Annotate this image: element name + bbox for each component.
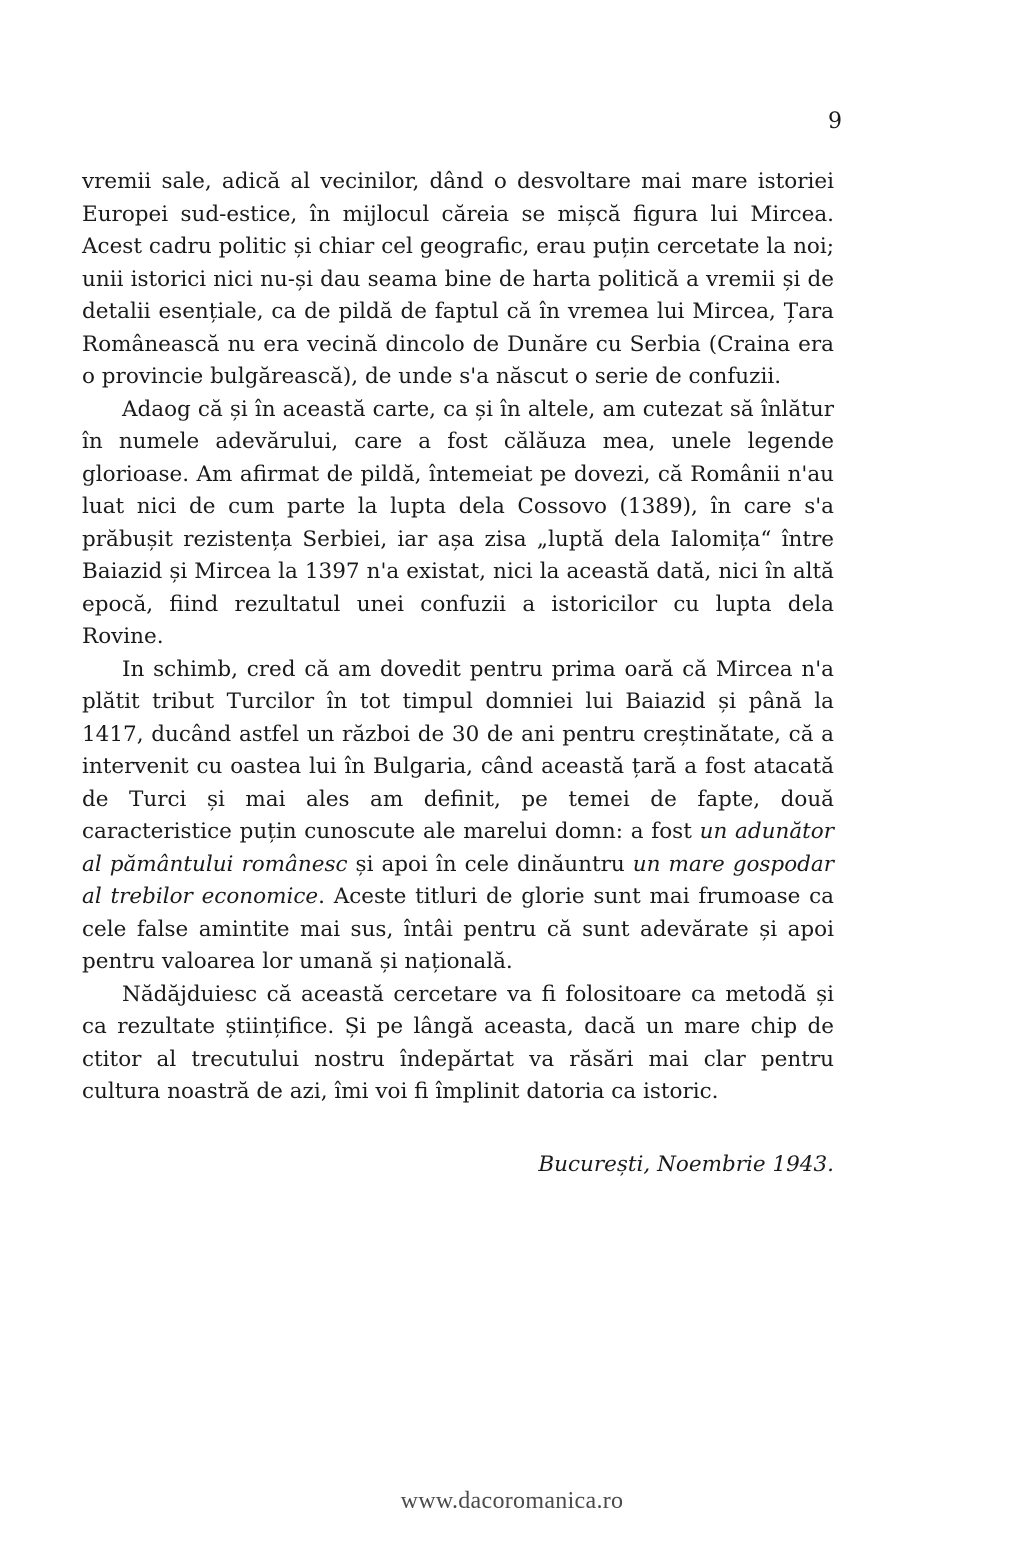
paragraph-3-text-part-3: . Aceste titluri de glorie sunt mai frumoase ca cele false amintite mai sus, întâi pentru că sunt adevărate și apoi pentru valoarea lor umană și națională.: [82, 884, 834, 974]
paragraph-2-text: Adaog că și în această carte, ca și în altele, am cutezat să înlătur în numele adevărului, care a fost călăuza mea, unele legende glorioase. Am afirmat de pildă, întemeiat pe dovezi, că Românii n'au luat nici de cum parte la lupta dela Cossovo (1389), în care s'a prăbușit rezistența Serbiei, iar așa zisa „luptă dela Ialomița“ între Baiazid și Mircea la 1397 n'a existat, nici la această dată, nici în altă epocă, fiind rezultatul unei confuzii a istoricilor cu lupta dela Rovine.: [82, 396, 834, 649]
paragraph-4: [82, 979, 834, 1109]
page-number: 9: [828, 109, 842, 134]
place-date-signature: București, Noembrie 1943.: [538, 1152, 834, 1177]
footer-website-url: www.dacoromanica.ro: [400, 1488, 624, 1514]
paragraph-1-text: vremii sale, adică al vecinilor, dând o desvoltare mai mare istoriei Europei sud-estice, în mijlocul căreia se mișcă figura lui Mircea. Acest cadru politic și chiar cel geografic, erau puțin cercetate la noi; unii istorici nici nu-și dau seama bine de harta politică a vremii și de detalii esențiale, ca de pildă de faptul că în vremea lui Mircea, Țara Românească nu era vecină dincolo de Dunăre cu Serbia (Craina era o provincie bulgărească), de unde s'a născut o serie de confuzii.: [82, 169, 834, 389]
paragraph-3-emphasis-1: un adunător al pământului românesc: [82, 819, 834, 877]
paragraph-3-text-part-2: și apoi în cele dinăuntru: [347, 851, 633, 877]
paragraph-1: [82, 166, 834, 394]
paragraph-4-text: Nădăjduiesc că această cercetare va fi folositoare ca metodă și ca rezultate științifice. Și pe lângă aceasta, dacă un mare chip de ctitor al trecutului nostru îndepărtat va răsări mai clar pentru cultura noastră de azi, îmi voi fi împlinit datoria ca istoric.: [82, 981, 834, 1104]
paragraph-3: [82, 654, 834, 979]
paragraph-3-text-part-1: In schimb, cred că am dovedit pentru prima oară că Mircea n'a plătit tribut Turcilor în tot timpul domniei lui Baiazid și până la 1417, ducând astfel un război de 30 de ani pentru creștinătate, că a intervenit cu oastea lui în Bulgaria, când această țară a fost atacată de Turci și mai ales am definit, pe temei de fapte, două caracteristice puțin cunoscute ale marelui domn: a fost: [82, 656, 834, 844]
paragraph-2: [82, 394, 834, 654]
body-text: [82, 166, 834, 1109]
paragraph-3-emphasis-2: un mare gospodar al trebilor economice: [82, 851, 834, 909]
